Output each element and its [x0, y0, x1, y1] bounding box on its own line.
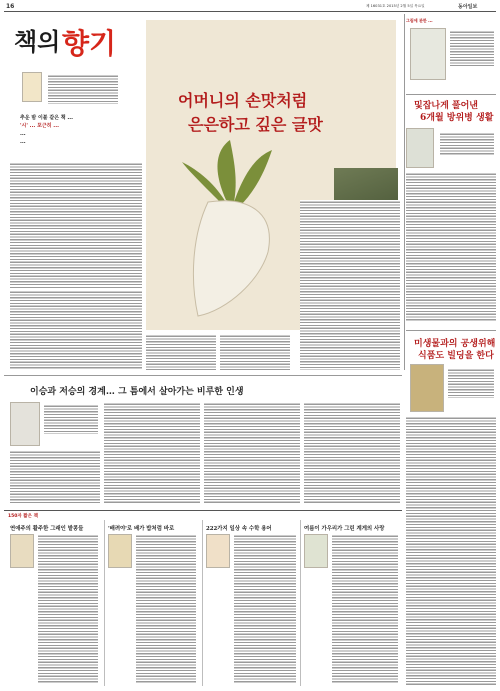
right-top-headline-line2: 6개월 방위병 생활 — [420, 113, 494, 123]
book-cover-feature-info — [48, 74, 118, 104]
bottom-item-2-title: '배려야'로 배가 밥처럼 바로 — [108, 526, 175, 532]
bottom-item-4-title: 여름이 가우리가 그린 계게의 사랑 — [304, 526, 385, 532]
feature-body-col5 — [10, 290, 142, 370]
right-top-series-label: 그림에 관한 ... — [406, 18, 433, 23]
bottom-col-divider-2 — [202, 520, 203, 686]
bottom-item-4-cover — [304, 534, 328, 568]
bottom-col-divider-3 — [300, 520, 301, 686]
page-number: 16 — [6, 3, 15, 10]
radish-illustration — [168, 140, 318, 320]
bottom-item-1-title: 연애주의 활주한 그래인 밭콩들 — [10, 526, 84, 532]
bottom-item-2-body — [136, 534, 196, 684]
book-cover-feature — [22, 72, 42, 102]
right-top-divider — [406, 94, 496, 95]
feature-subtitle-line4: ... — [20, 139, 26, 145]
mid-story-headline: 이승과 저승의 경계… 그 틈에서 살아가는 비루한 인생 — [30, 387, 244, 397]
right-bottom-divider — [406, 330, 496, 331]
book-cover-mid-story — [10, 402, 40, 446]
feature-subtitle-line2: '시' ... 포근히 ... — [20, 123, 60, 129]
book-cover-right-top — [410, 28, 446, 80]
right-column-rule — [404, 14, 405, 370]
feature-body-col4 — [300, 200, 400, 370]
bottom-item-3-title: 222가지 일상 속 수학 용어 — [206, 526, 272, 532]
right-top-body — [406, 172, 496, 322]
right-bottom-book-info — [448, 368, 494, 398]
book-cover-right-bottom — [410, 364, 444, 412]
mid-story-book-info — [44, 404, 98, 434]
mid-story-body-col1 — [10, 450, 100, 504]
book-cover-right-mid — [406, 128, 434, 168]
bottom-col-divider-1 — [104, 520, 105, 686]
masthead-title-part2: 향기 — [62, 27, 117, 60]
feature-body-col3 — [220, 334, 290, 370]
feature-body-col2 — [146, 334, 216, 370]
feature-body-col1 — [10, 162, 142, 288]
bottom-item-3-body — [234, 534, 296, 684]
bottom-item-4-body — [332, 534, 398, 684]
feature-headline-line2: 은은하고 깊은 글맛 — [188, 115, 323, 134]
feature-subtitle-line1: 추운 밤 이불 같은 책 ... — [20, 115, 74, 121]
bottom-section-rule — [4, 510, 402, 511]
right-bottom-headline-line2: 식품도 빌딩을 한다 — [418, 351, 494, 361]
issue-info: 제 16031호 2015년 2월 5일 목요일 — [366, 4, 425, 8]
bottom-section-label: 150자 짧은 책 — [8, 514, 38, 519]
masthead — [14, 20, 144, 62]
bottom-item-2-cover — [108, 534, 132, 568]
paper-name: 동아일보 — [458, 4, 478, 10]
mid-story-top-rule — [4, 375, 402, 376]
feature-headline-line1: 어머니의 손맛처럼 — [178, 91, 308, 110]
mid-story-body-col2 — [104, 402, 200, 504]
mid-story-body-col4 — [304, 402, 400, 504]
bottom-item-1-body — [38, 534, 98, 684]
bottom-item-3-cover — [206, 534, 230, 568]
right-bottom-headline-line1: 미생물과의 공생위해 — [414, 339, 496, 349]
bottom-item-1-cover — [10, 534, 34, 568]
mid-story-body-col3 — [204, 402, 300, 504]
right-bottom-body — [406, 416, 496, 686]
feature-subtitle — [20, 114, 140, 146]
right-top-book-info — [450, 30, 494, 66]
right-top-headline-line1: 및잡나게 풀어낸 — [414, 101, 478, 111]
masthead-title-part1: 책의 — [14, 27, 61, 56]
header-rule — [4, 11, 496, 12]
right-top-mid-info — [440, 132, 494, 156]
feature-subtitle-line3: ... — [20, 131, 26, 137]
